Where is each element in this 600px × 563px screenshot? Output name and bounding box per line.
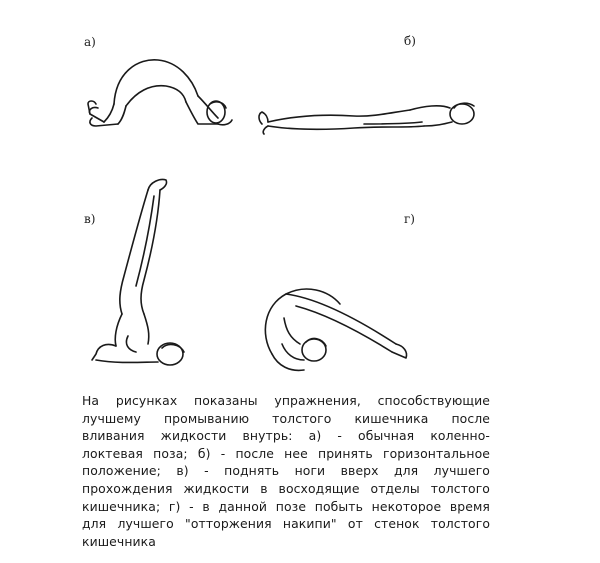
figure-label-a: а) (84, 35, 96, 49)
caption-line-9: кишечника (82, 533, 156, 549)
figure-label-g: г) (404, 212, 415, 226)
legs-up-shoulder-stand-illustration (88, 176, 198, 370)
caption-line-4: локтевая поза; б) - после нее принять горизонтальное (82, 445, 490, 461)
plough-pose-illustration (256, 284, 416, 376)
caption-line-8: для лучшего "отторжения накипи" от стенок толстого (82, 516, 490, 532)
caption-line-5: положение; в) - поднять ноги вверх для лучшего (82, 463, 490, 479)
caption (82, 392, 490, 550)
lying-horizontal-pose-illustration (254, 100, 484, 142)
caption-line-6: прохождения жидкости в восходящие отделы толстого (82, 480, 490, 496)
figure-label-v: в) (84, 212, 96, 226)
caption-line-2: лучшему промыванию толстого кишечника после (82, 410, 490, 426)
knee-elbow-pose-illustration (86, 52, 236, 132)
caption-line-1: На рисунках показаны упражнения, способствующие (82, 393, 490, 408)
caption-line-7: кишечника; г) - в данной позе побыть некоторое время (82, 498, 490, 514)
caption-line-3: вливания жидкости внутрь: а) - обычная коленно- (82, 428, 490, 444)
figure-label-b: б) (404, 34, 416, 48)
